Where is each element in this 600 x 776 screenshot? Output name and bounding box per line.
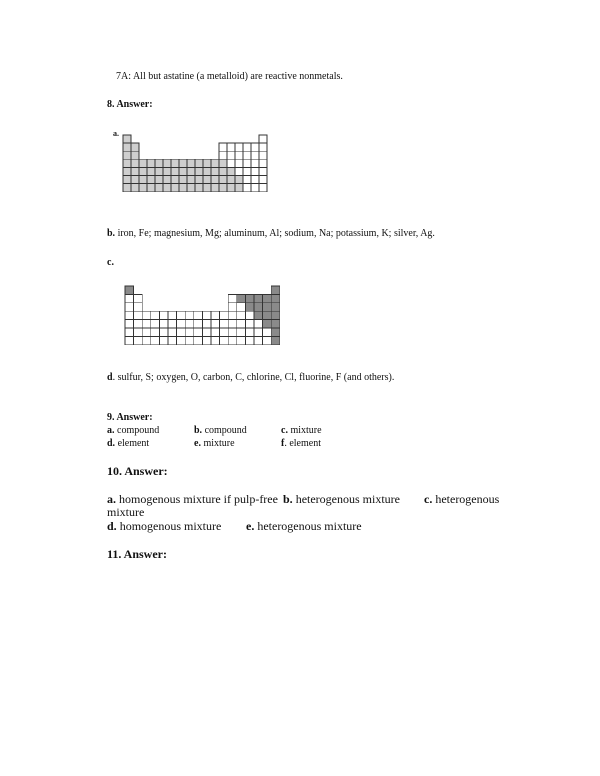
element-cell xyxy=(263,320,272,328)
periodic-table-metals xyxy=(123,135,269,192)
element-cell xyxy=(211,176,219,184)
element-cell xyxy=(237,328,246,336)
q8-part-a-label: a. xyxy=(113,129,119,138)
element-cell xyxy=(125,294,134,302)
element-cell xyxy=(179,167,187,175)
element-cell xyxy=(263,294,272,302)
element-cell xyxy=(219,151,227,159)
element-cell xyxy=(228,294,237,302)
element-cell xyxy=(228,311,237,319)
element-cell xyxy=(179,184,187,192)
element-cell xyxy=(237,336,246,344)
element-cell xyxy=(194,320,203,328)
element-cell xyxy=(123,143,131,151)
element-cell xyxy=(235,159,243,167)
element-cell xyxy=(254,328,263,336)
element-cell xyxy=(134,303,143,311)
element-cell xyxy=(195,184,203,192)
element-cell xyxy=(211,320,220,328)
element-cell xyxy=(151,336,160,344)
element-cell xyxy=(203,159,211,167)
element-cell xyxy=(131,159,139,167)
element-cell xyxy=(123,167,131,175)
element-cell xyxy=(227,167,235,175)
element-cell xyxy=(155,176,163,184)
q9-item-c: c. mixture xyxy=(281,425,322,436)
element-cell xyxy=(194,336,203,344)
element-cell xyxy=(251,159,259,167)
element-cell xyxy=(139,176,147,184)
element-cell xyxy=(228,336,237,344)
element-cell xyxy=(271,328,280,336)
element-cell xyxy=(147,167,155,175)
q11-heading: 11. Answer: xyxy=(107,547,167,561)
element-cell xyxy=(123,176,131,184)
element-cell xyxy=(155,167,163,175)
element-cell xyxy=(263,336,272,344)
element-cell xyxy=(194,311,203,319)
element-cell xyxy=(235,143,243,151)
element-cell xyxy=(139,184,147,192)
element-cell xyxy=(179,176,187,184)
element-cell xyxy=(131,167,139,175)
element-cell xyxy=(254,336,263,344)
element-cell xyxy=(254,303,263,311)
q8-part-b: b. iron, Fe; magnesium, Mg; aluminum, Al; sodium, Na; potassium, K; silver, Ag. xyxy=(107,228,435,239)
element-cell xyxy=(211,159,219,167)
element-cell xyxy=(254,294,263,302)
element-cell xyxy=(259,135,267,143)
element-cell xyxy=(211,328,220,336)
element-cell xyxy=(245,328,254,336)
element-cell xyxy=(259,159,267,167)
element-cell xyxy=(227,151,235,159)
element-cell xyxy=(228,303,237,311)
element-cell xyxy=(125,311,134,319)
element-cell xyxy=(123,151,131,159)
element-cell xyxy=(245,294,254,302)
element-cell xyxy=(254,320,263,328)
element-cell xyxy=(251,184,259,192)
element-cell xyxy=(227,159,235,167)
element-cell xyxy=(131,184,139,192)
element-cell xyxy=(228,328,237,336)
element-cell xyxy=(123,159,131,167)
element-cell xyxy=(147,159,155,167)
element-cell xyxy=(159,336,168,344)
element-cell xyxy=(227,176,235,184)
element-cell xyxy=(243,167,251,175)
element-cell xyxy=(123,184,131,192)
element-cell xyxy=(142,320,151,328)
element-cell xyxy=(194,328,203,336)
element-cell xyxy=(195,176,203,184)
element-cell xyxy=(254,311,263,319)
element-cell xyxy=(235,184,243,192)
element-cell xyxy=(271,286,280,294)
element-cell xyxy=(159,328,168,336)
periodic-table-nonmetals xyxy=(125,286,285,346)
element-cell xyxy=(203,184,211,192)
q9-item-d: d. element xyxy=(107,438,150,449)
element-cell xyxy=(243,143,251,151)
element-cell xyxy=(228,320,237,328)
element-cell xyxy=(168,320,177,328)
element-cell xyxy=(263,328,272,336)
element-cell xyxy=(243,184,251,192)
element-cell xyxy=(125,320,134,328)
element-cell xyxy=(243,159,251,167)
q9-item-b: b. compound xyxy=(194,425,247,436)
element-cell xyxy=(245,311,254,319)
element-cell xyxy=(187,184,195,192)
element-cell xyxy=(211,167,219,175)
element-cell xyxy=(134,311,143,319)
element-cell xyxy=(235,151,243,159)
q10-item-b: b. heterogenous mixture xyxy=(283,492,400,506)
element-cell xyxy=(159,320,168,328)
q10-item-d: d. homogenous mixture xyxy=(107,519,222,533)
element-cell xyxy=(202,328,211,336)
element-cell xyxy=(202,336,211,344)
element-cell xyxy=(142,311,151,319)
element-cell xyxy=(237,311,246,319)
q9-item-a: a. compound xyxy=(107,425,160,436)
element-cell xyxy=(163,159,171,167)
element-cell xyxy=(125,286,134,294)
element-cell xyxy=(125,336,134,344)
q10-item-e: e. heterogenous mixture xyxy=(246,519,362,533)
element-cell xyxy=(259,151,267,159)
element-cell xyxy=(259,176,267,184)
element-cell xyxy=(159,311,168,319)
element-cell xyxy=(251,167,259,175)
element-cell xyxy=(134,336,143,344)
q9-item-f: f. element xyxy=(281,438,321,449)
element-cell xyxy=(251,143,259,151)
element-cell xyxy=(187,176,195,184)
element-cell xyxy=(163,167,171,175)
element-cell xyxy=(259,184,267,192)
element-cell xyxy=(263,311,272,319)
element-cell xyxy=(151,320,160,328)
element-cell xyxy=(219,176,227,184)
element-cell xyxy=(251,151,259,159)
q10-item-a-wrap: mixture xyxy=(107,505,145,519)
q10-heading: 10. Answer: xyxy=(107,464,168,478)
element-cell xyxy=(179,159,187,167)
element-cell xyxy=(211,336,220,344)
element-cell xyxy=(237,303,246,311)
element-cell xyxy=(168,328,177,336)
element-cell xyxy=(202,311,211,319)
element-cell xyxy=(220,320,229,328)
q9-heading: 9. Answer: xyxy=(107,412,153,423)
element-cell xyxy=(243,151,251,159)
element-cell xyxy=(168,336,177,344)
q8-part-d: d. sulfur, S; oxygen, O, carbon, C, chlorine, Cl, fluorine, F (and others). xyxy=(107,372,395,383)
element-cell xyxy=(251,176,259,184)
element-cell xyxy=(185,311,194,319)
element-cell xyxy=(271,320,280,328)
element-cell xyxy=(259,143,267,151)
element-cell xyxy=(171,167,179,175)
element-cell xyxy=(202,320,211,328)
element-cell xyxy=(168,311,177,319)
element-cell xyxy=(237,320,246,328)
q10-item-a: a. homogenous mixture if pulp-free xyxy=(107,492,278,506)
q8-heading: 8. Answer: xyxy=(107,99,153,110)
element-cell xyxy=(142,328,151,336)
element-cell xyxy=(219,143,227,151)
element-cell xyxy=(177,320,186,328)
element-cell xyxy=(185,320,194,328)
element-cell xyxy=(177,311,186,319)
element-cell xyxy=(139,159,147,167)
element-cell xyxy=(203,176,211,184)
element-cell xyxy=(171,159,179,167)
element-cell xyxy=(123,135,131,143)
element-cell xyxy=(203,167,211,175)
element-cell xyxy=(220,336,229,344)
element-cell xyxy=(131,143,139,151)
element-cell xyxy=(147,176,155,184)
element-cell xyxy=(185,336,194,344)
element-cell xyxy=(211,311,220,319)
element-cell xyxy=(220,328,229,336)
element-cell xyxy=(134,328,143,336)
element-cell xyxy=(237,294,246,302)
element-cell xyxy=(177,328,186,336)
element-cell xyxy=(227,184,235,192)
element-cell xyxy=(219,159,227,167)
element-cell xyxy=(125,328,134,336)
element-cell xyxy=(271,294,280,302)
element-cell xyxy=(235,176,243,184)
element-cell xyxy=(142,336,151,344)
element-cell xyxy=(171,176,179,184)
q8-part-c-label: c. xyxy=(107,257,114,268)
element-cell xyxy=(263,303,272,311)
element-cell xyxy=(125,303,134,311)
element-cell xyxy=(219,167,227,175)
q9-item-e: e. mixture xyxy=(194,438,235,449)
element-cell xyxy=(131,176,139,184)
element-cell xyxy=(187,167,195,175)
element-cell xyxy=(271,336,280,344)
element-cell xyxy=(271,311,280,319)
element-cell xyxy=(177,336,186,344)
element-cell xyxy=(227,143,235,151)
element-cell xyxy=(151,328,160,336)
element-cell xyxy=(195,159,203,167)
element-cell xyxy=(151,311,160,319)
element-cell xyxy=(245,336,254,344)
element-cell xyxy=(134,320,143,328)
element-cell xyxy=(185,328,194,336)
element-cell xyxy=(245,303,254,311)
element-cell xyxy=(187,159,195,167)
element-cell xyxy=(147,184,155,192)
element-cell xyxy=(259,167,267,175)
intro-line: 7A: All but astatine (a metalloid) are reactive nonmetals. xyxy=(116,71,343,82)
element-cell xyxy=(131,151,139,159)
element-cell xyxy=(235,167,243,175)
element-cell xyxy=(271,303,280,311)
element-cell xyxy=(139,167,147,175)
element-cell xyxy=(134,294,143,302)
element-cell xyxy=(219,184,227,192)
q10-item-c: c. heterogenous xyxy=(424,492,500,506)
element-cell xyxy=(171,184,179,192)
element-cell xyxy=(155,184,163,192)
element-cell xyxy=(163,184,171,192)
element-cell xyxy=(155,159,163,167)
element-cell xyxy=(245,320,254,328)
element-cell xyxy=(211,184,219,192)
element-cell xyxy=(163,176,171,184)
element-cell xyxy=(195,167,203,175)
element-cell xyxy=(243,176,251,184)
element-cell xyxy=(220,311,229,319)
